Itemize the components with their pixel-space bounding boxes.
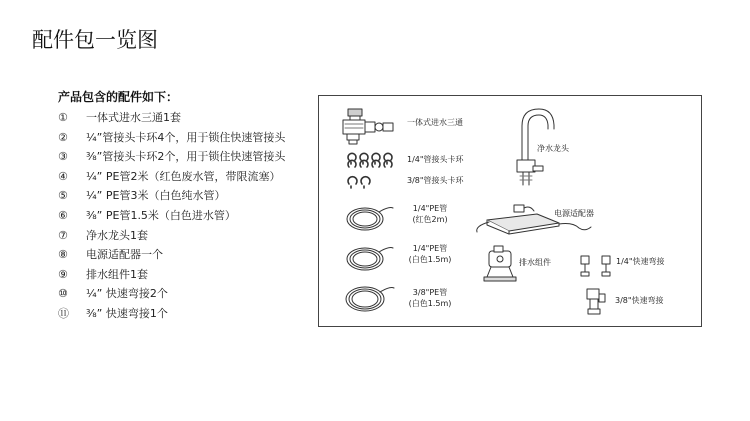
quarter-pe-tube-red-label <box>407 203 453 225</box>
item-number: ④ <box>58 169 68 183</box>
list-item <box>58 128 285 148</box>
item-number: ⑦ <box>58 228 68 242</box>
tube-red-label-line1: 1/4"PE管 <box>412 204 448 213</box>
tube-white-label-line1: 1/4"PE管 <box>412 244 448 253</box>
item-text: 电源适配器一个 <box>86 248 163 262</box>
list-item <box>58 265 285 285</box>
list-item <box>58 167 285 187</box>
adapter-label: 电源适配器 <box>554 209 594 218</box>
faucet-label: 净水龙头 <box>537 144 569 153</box>
item-text: ¼” PE管3米（白色纯水管） <box>86 189 226 203</box>
list-item <box>58 226 285 246</box>
quarter-inch-clips-icon <box>348 153 392 167</box>
item-text: 净水龙头1套 <box>86 228 148 242</box>
inlet-tee-icon <box>343 109 393 144</box>
item-text: ¼” PE管2米（红色废水管，带限流塞） <box>86 169 281 183</box>
quarter-clip-label: 1/4"管接头卡环 <box>407 155 464 164</box>
list-item <box>58 284 285 304</box>
list-item <box>58 147 285 167</box>
item-number: ① <box>58 111 68 124</box>
three-eighth-clip-label: 3/8"管接头卡环 <box>407 176 464 185</box>
item-number: ⑩ <box>58 287 68 301</box>
item-number: ⑨ <box>58 267 68 281</box>
item-number: ⑤ <box>58 189 68 203</box>
list-item <box>58 108 285 128</box>
item-text: ¼”管接头卡环4个，用于锁住快速管接头 <box>86 130 286 144</box>
item-text: ⅜”管接头卡环2个，用于锁住快速管接头 <box>86 150 286 164</box>
tube-inlet-label-line2: (白色1.5m) <box>408 299 452 308</box>
list-item <box>58 245 285 265</box>
item-number: ⑥ <box>58 208 68 222</box>
drain-label: 排水组件 <box>519 258 551 267</box>
tube-red-label-line2: (红色2m) <box>412 215 448 224</box>
accessories-diagram-panel <box>318 95 702 327</box>
accessories-diagram <box>319 96 703 328</box>
quarter-pe-tube-red-coil-icon <box>347 208 393 231</box>
item-number: ⑧ <box>58 248 68 262</box>
three-eighth-inch-elbow-icon <box>587 289 605 314</box>
quarter-pe-tube-white-coil-icon <box>347 248 393 271</box>
three-eighth-pe-tube-coil-icon <box>346 287 394 311</box>
drain-assembly-icon <box>484 246 516 281</box>
item-text: ⅜” 快速弯接1个 <box>86 306 168 320</box>
quarter-elbow-label: 1/4"快速弯接 <box>616 257 665 266</box>
item-text: ¼” 快速弯接2个 <box>86 287 168 301</box>
item-number: ② <box>58 130 68 144</box>
list-item <box>58 186 285 206</box>
tee-label: 一体式进水三通 <box>407 118 463 127</box>
item-text: ⅜” PE管1.5米（白色进水管） <box>86 208 236 222</box>
accessories-heading: 产品包含的配件如下： <box>58 90 179 104</box>
three-eighth-pe-tube-label <box>405 287 455 309</box>
three-eighth-inch-clips-icon <box>348 177 370 188</box>
item-text: 一体式进水三通1套 <box>86 111 181 124</box>
three-eighth-elbow-label: 3/8"快速弯接 <box>615 296 664 305</box>
page-title: 配件包一览图 <box>32 28 158 52</box>
list-item <box>58 304 285 324</box>
accessories-list <box>58 108 285 324</box>
quarter-inch-elbow-icon <box>581 256 610 276</box>
item-number: ③ <box>58 150 68 164</box>
item-text: 排水组件1套 <box>86 267 148 281</box>
quarter-pe-tube-white-label <box>405 243 455 265</box>
list-item <box>58 206 285 226</box>
tube-white-label-line2: (白色1.5m) <box>408 255 452 264</box>
item-number: ⑪ <box>58 306 69 320</box>
tube-inlet-label-line1: 3/8"PE管 <box>412 288 448 297</box>
